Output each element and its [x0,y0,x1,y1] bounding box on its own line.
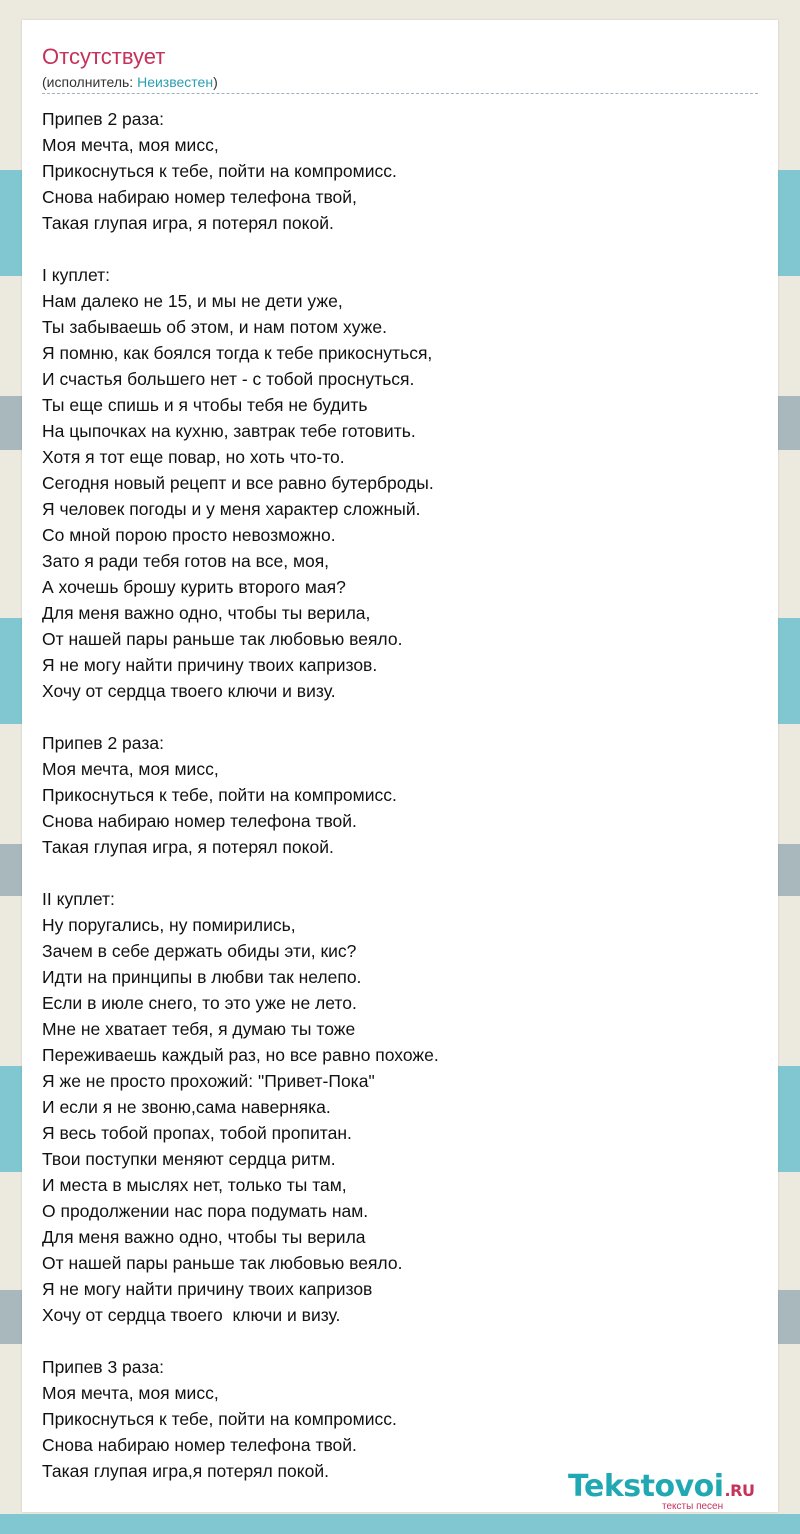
lyrics-blank-line [42,236,742,262]
lyrics-line: Если в июле снего, то это уже не лето. [42,993,357,1013]
lyrics-line: От нашей пары раньше так любовью веяло. [42,1253,403,1273]
lyrics-line: И счастья большего нет - с тобой проснуться. [42,369,415,389]
lyrics-line: Для меня важно одно, чтобы ты верила, [42,603,371,623]
lyrics-line: Прикоснуться к тебе, пойти на компромисс. [42,1409,397,1429]
lyrics-line: Нам далеко не 15, и мы не дети уже, [42,291,343,311]
lyrics-line: Я же не просто прохожий: "Привет-Пока" [42,1071,375,1091]
lyrics-card [22,20,778,1512]
lyrics-line: На цыпочках на кухню, завтрак тебе готовить. [42,421,416,441]
lyrics-line: II куплет: [42,889,115,909]
lyrics-line: Прикоснуться к тебе, пойти на компромисс. [42,161,397,181]
lyrics-line: Хотя я тот еще повар, но хоть что-то. [42,447,345,467]
lyrics-line: Хочу от сердца твоего ключи и визу. [42,681,336,701]
lyrics-line: I куплет: [42,265,111,285]
lyrics-line: Такая глупая игра,я потерял покой. [42,1461,329,1481]
lyrics-line: Моя мечта, моя мисс, [42,1383,219,1403]
lyrics-line: Ну поругались, ну помирились, [42,915,296,935]
lyrics-line: О продолжении нас пора подумать нам. [42,1201,369,1221]
artist-prefix: (исполнитель: [42,74,138,90]
artist-line [42,73,218,91]
lyrics-line: Снова набираю номер телефона твой. [42,811,357,831]
lyrics-blank-line [42,704,742,730]
lyrics-line: Переживаешь каждый раз, но все равно похоже. [42,1045,439,1065]
lyrics-line: Я не могу найти причину твоих капризов [42,1279,373,1299]
song-title: Отсутствует [42,44,166,69]
lyrics-line: Снова набираю номер телефона твой, [42,187,357,207]
logo-name: Tekstovoi [568,1469,724,1504]
lyrics-line: Хочу от сердца твоего ключи и визу. [42,1305,341,1325]
site-logo[interactable] [568,1470,778,1514]
artist-link[interactable]: Неизвестен [137,74,214,90]
background-stripe [0,1514,800,1534]
lyrics-line: Моя мечта, моя мисс, [42,759,219,779]
lyrics-line: Прикоснуться к тебе, пойти на компромисс. [42,785,397,805]
lyrics-line: Припев 2 раза: [42,109,164,129]
lyrics-line: Твои поступки меняют сердца ритм. [42,1149,336,1169]
lyrics-line: Такая глупая игра, я потерял покой. [42,213,334,233]
lyrics-line: Ты еще спишь и я чтобы тебя не будить [42,395,368,415]
lyrics-line: Мне не хватает тебя, я думаю ты тоже [42,1019,356,1039]
artist-suffix: ) [213,74,218,90]
lyrics-blank-line [42,860,742,886]
lyrics-blank-line [42,1328,742,1354]
lyrics-line: Зато я ради тебя готов на все, моя, [42,551,330,571]
lyrics-line: И если я не звоню,сама наверняка. [42,1097,331,1117]
title-divider [42,93,758,94]
lyrics-line: Для меня важно одно, чтобы ты верила [42,1227,366,1247]
lyrics-line: Я человек погоды и у меня характер сложный. [42,499,421,519]
lyrics-line: И места в мыслях нет, только ты там, [42,1175,347,1195]
lyrics-line: Сегодня новый рецепт и все равно бутерброды. [42,473,434,493]
lyrics-text [42,106,742,1484]
lyrics-line: От нашей пары раньше так любовью веяло. [42,629,403,649]
lyrics-line: Припев 3 раза: [42,1357,164,1377]
logo-tagline: тексты песен [662,1501,724,1512]
lyrics-line: Моя мечта, моя мисс, [42,135,219,155]
lyrics-line: Я помню, как боялся тогда к тебе прикоснуться, [42,343,433,363]
lyrics-line: Со мной порою просто невозможно. [42,525,336,545]
lyrics-line: Я не могу найти причину твоих капризов. [42,655,378,675]
lyrics-line: А хочешь брошу курить второго мая? [42,577,346,597]
lyrics-line: Такая глупая игра, я потерял покой. [42,837,334,857]
lyrics-line: Снова набираю номер телефона твой. [42,1435,357,1455]
lyrics-line: Ты забываешь об этом, и нам потом хуже. [42,317,387,337]
lyrics-line: Припев 2 раза: [42,733,164,753]
lyrics-line: Зачем в себе держать обиды эти, кис? [42,941,357,961]
logo-tld: .RU [724,1481,755,1500]
lyrics-line: Я весь тобой пропах, тобой пропитан. [42,1123,352,1143]
lyrics-line: Идти на принципы в любви так нелепо. [42,967,362,987]
